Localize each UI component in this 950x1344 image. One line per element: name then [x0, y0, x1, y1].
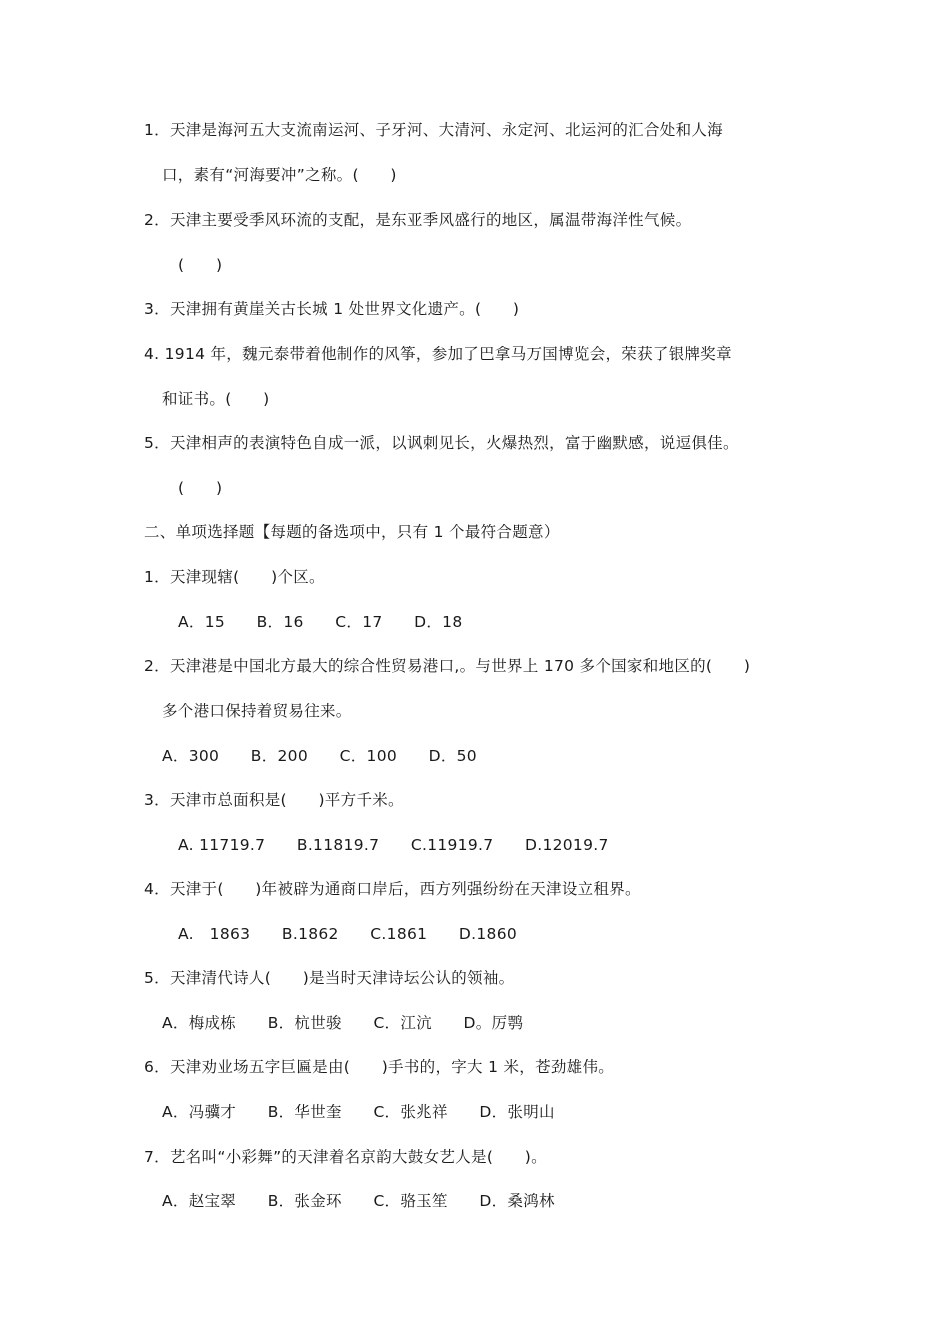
choice-question-2-options: A．300 B．200 C．100 D．50	[162, 747, 477, 765]
judgment-question-4-line-1: 4. 1914 年，魏元泰带着他制作的风筝，参加了巴拿马万国博览会，荣获了银牌奖章	[144, 345, 732, 363]
choice-question-7: 7．艺名叫“小彩舞”的天津着名京韵大鼓女艺人是( )。	[144, 1148, 547, 1166]
judgment-question-4-line-2: 和证书。( )	[162, 390, 270, 408]
judgment-question-1-line-1: 1．天津是海河五大支流南运河、子牙河、大清河、永定河、北运河的汇合处和人海	[144, 121, 723, 139]
choice-question-6: 6．天津劝业场五字巨匾是由( )手书的，字大 1 米，苍劲雄伟。	[144, 1058, 615, 1076]
choice-question-3: 3．天津市总面积是( )平方千米。	[144, 791, 404, 809]
judgment-question-2-line-2: ( )	[178, 256, 223, 274]
judgment-question-3: 3．天津拥有黄崖关古长城 1 处世界文化遗产。( )	[144, 300, 520, 318]
judgment-question-5-line-1: 5．天津相声的表演特色自成一派，以讽刺见长，火爆热烈，富于幽默感，说逗俱佳。	[144, 434, 739, 452]
judgment-question-1-line-2: 口，素有“河海要冲”之称。( )	[162, 166, 397, 184]
choice-question-4-options: A. 1863 B.1862 C.1861 D.1860	[178, 925, 518, 943]
choice-question-1-options: A．15 B．16 C．17 D．18	[178, 613, 463, 631]
choice-question-5-options: A．梅成栋 B．杭世骏 C．江沆 D。厉鹗	[162, 1014, 524, 1032]
section-heading-single-choice: 二、单项选择题【每题的备选项中，只有 1 个最符合题意）	[144, 523, 560, 541]
choice-question-1: 1．天津现辖( )个区。	[144, 568, 325, 586]
choice-question-5: 5．天津清代诗人( )是当时天津诗坛公认的领袖。	[144, 969, 515, 987]
choice-question-6-options: A．冯骥才 B．华世奎 C．张兆祥 D．张明山	[162, 1103, 555, 1121]
choice-question-7-options: A．赵宝翠 B．张金环 C．骆玉笙 D．桑鸿林	[162, 1192, 555, 1210]
choice-question-2-line-2: 多个港口保持着贸易往来。	[162, 702, 352, 720]
choice-question-3-options: A. 11719.7 B.11819.7 C.11919.7 D.12019.7	[178, 836, 609, 854]
judgment-question-5-line-2: ( )	[178, 479, 223, 497]
choice-question-4: 4．天津于( )年被辟为通商口岸后，西方列强纷纷在天津设立租界。	[144, 880, 641, 898]
choice-question-2-line-1: 2．天津港是中国北方最大的综合性贸易港口,。与世界上 170 多个国家和地区的( )	[144, 657, 751, 675]
judgment-question-2-line-1: 2．天津主要受季风环流的支配，是东亚季风盛行的地区，属温带海洋性气候。	[144, 211, 692, 229]
